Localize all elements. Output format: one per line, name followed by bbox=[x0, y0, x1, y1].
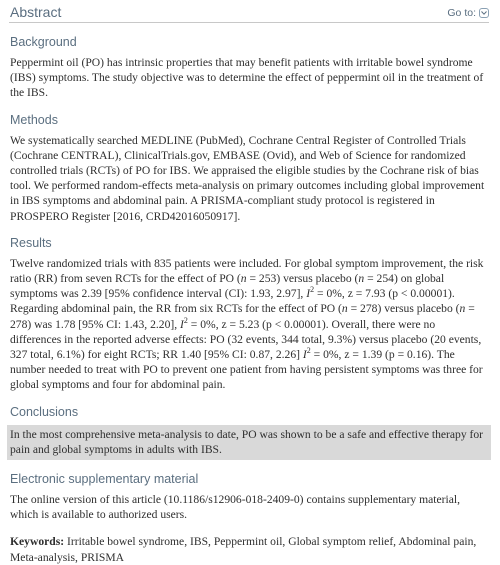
supplementary-heading: Electronic supplementary material bbox=[10, 472, 199, 487]
results-text: Twelve randomized trials with 835 patients were included. For global symptom improvement, the risk ratio (RR) from seven RCTs for the effect of PO (n = 253) versus placebo (n = 254) on global symptoms was 2.39 [95% confidence interval (CI): 1.93, 2.97], $I^2 = 0\%$, z = 7.93 (p < 0.00001). Regarding abdominal pain, the RR from six RCTs for the effect of PO (n = 278) versus placebo (n = 278) was 1.78 [95% CI: 1.43, 2.20], $I^2 = 0\%$, z = 5.23 (p < 0.00001). Overall, there were no differences in the reported adverse effects: PO (32 events, 344 total, 9.3%) versus placebo (20 events, 327 total, 6.1%) for eight RCTs; RR 1.40 [95% CI: 0.87, 2.26] $I^2 = 0\%$, z = 1.39 (p = 0.16). The number needed to treat with PO to prevent one patient from having persistent symptoms was three for global symptoms and four for abdominal pain. bbox=[10, 256, 484, 392]
methods-text: We systematically searched MEDLINE (PubMed), Cochrane Central Register of Controlled Trials (Cochrane CENTRAL), ClinicalTrials.gov, EMBASE (Ovid), and Web of Science for randomized controlled trials (RCTs) of PO for IBS. We appraised the eligible studies by the Cochrane risk of bias tool. We performed random-effects meta-analysis on primary outcomes including global improvement in IBS symptoms and abdominal pain. A PRISMA-compliant study protocol is registered in PROSPERO Register [2016, CRD42016050917]. bbox=[10, 133, 485, 223]
methods-heading: Methods bbox=[10, 112, 58, 127]
abstract-header bbox=[9, 0, 489, 23]
keywords-label: Keywords: bbox=[10, 535, 65, 549]
keywords bbox=[10, 534, 489, 564]
abstract-title: Abstract bbox=[10, 4, 62, 20]
keywords-text: Irritable bowel syndrome, IBS, Peppermint oil, Global symptom relief, Abdominal pain, Meta-analysis, PRISMA bbox=[10, 535, 477, 564]
conclusions-heading: Conclusions bbox=[10, 404, 79, 419]
goto-label: Go to: bbox=[447, 7, 476, 19]
supplementary-text: The online version of this article (10.1186/s12906-018-2409-0) contains supplementary material, which is available to authorized users. bbox=[10, 493, 461, 522]
goto-menu[interactable] bbox=[447, 7, 489, 22]
results-heading: Results bbox=[10, 235, 52, 250]
background-text: Peppermint oil (PO) has intrinsic properties that may benefit patients with irritable bowel syndrome (IBS) symptoms. The study objective was to determine the effect of peppermint oil in the treatment of the IBS. bbox=[10, 56, 484, 100]
chevron-down-icon[interactable] bbox=[479, 8, 489, 18]
background-heading: Background bbox=[10, 35, 77, 49]
conclusions-text: In the most comprehensive meta-analysis to date, PO was shown to be a safe and effective therapy for pain and global symptoms in adults with IBS. bbox=[7, 425, 491, 460]
